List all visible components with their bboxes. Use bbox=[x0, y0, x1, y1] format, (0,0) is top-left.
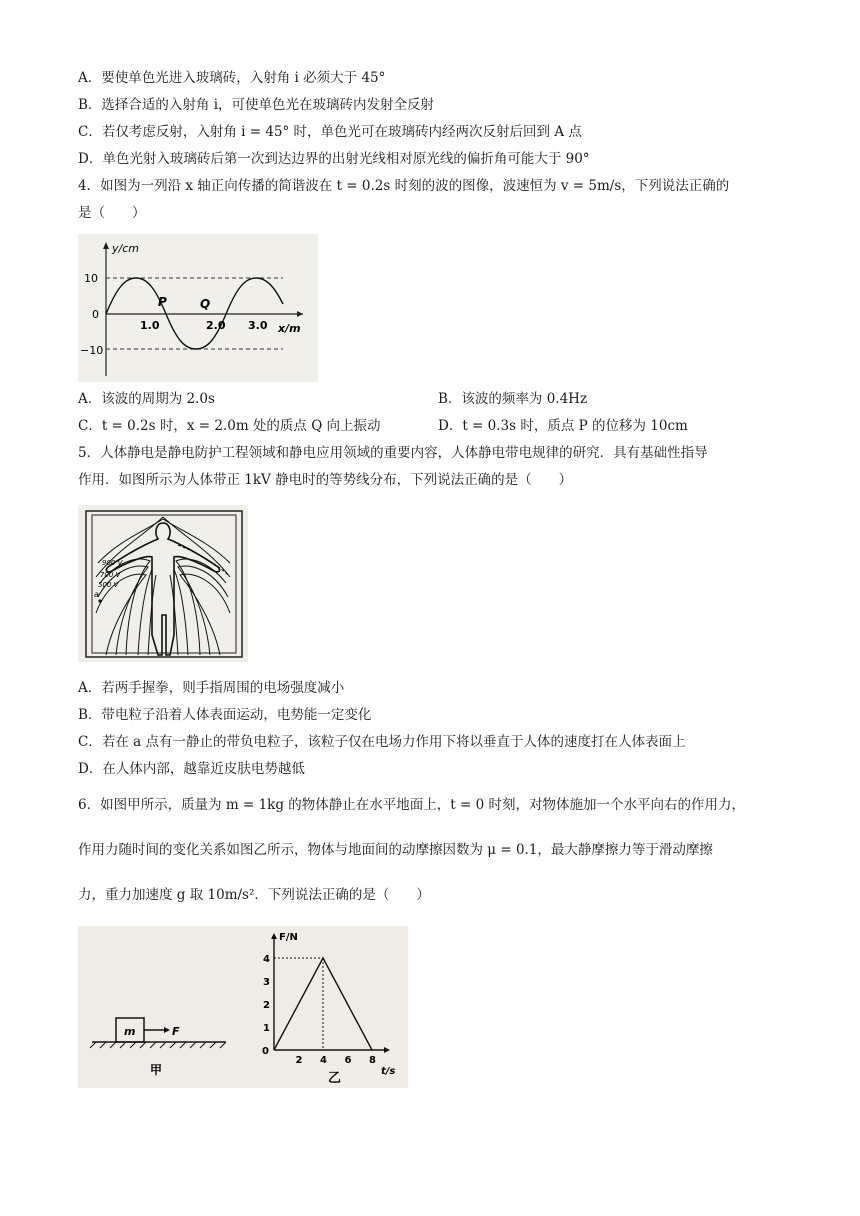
chart-y-label: F/N bbox=[279, 932, 298, 943]
q4-stem-line2: 是（ ） bbox=[78, 205, 146, 221]
q4-option-c: C．t = 0.2s 时，x = 2.0m 处的质点 Q 向上振动 bbox=[78, 418, 381, 434]
q3-option-a: A．要使单色光进入玻璃砖，入射角 i 必须大于 45° bbox=[78, 70, 386, 86]
force-label: F bbox=[172, 1025, 180, 1038]
q6-stem-line3: 力，重力加速度 g 取 10m/s²．下列说法正确的是（ ） bbox=[78, 887, 430, 903]
q4-stem-line1: 4．如图为一列沿 x 轴正向传播的简谐波在 t = 0.2s 时刻的波的图像，波速恒为 v = 5m/s，下列说法正确的 bbox=[78, 178, 730, 194]
x-axis-label: x/m bbox=[278, 322, 301, 335]
q4-option-b: B．该波的频率为 0.4Hz bbox=[438, 391, 588, 407]
q5-option-c: C．若在 a 点有一静止的带负电粒子，该粒子仅在电场力作用下将以垂直于人体的速度打在人体表面上 bbox=[78, 734, 686, 750]
chart-x-label: t/s bbox=[381, 1066, 396, 1077]
x-tick-3: 3.0 bbox=[248, 319, 268, 332]
x-tick-2: 2.0 bbox=[206, 319, 226, 332]
q6-stem-line1: 6．如图甲所示，质量为 m = 1kg 的物体静止在水平地面上，t = 0 时刻，对物体施加一个水平向右的作用力， bbox=[78, 797, 745, 813]
block-label: m bbox=[124, 1025, 136, 1038]
label-700v: 700 V bbox=[100, 571, 121, 579]
label-900v: 900 V bbox=[102, 559, 123, 567]
q6-figure bbox=[78, 926, 408, 1088]
q5-option-d: D．在人体内部，越靠近皮肤电势越低 bbox=[78, 761, 305, 777]
caption-yi: 乙 bbox=[328, 1071, 342, 1086]
chart-y-tick: 3 bbox=[263, 977, 270, 988]
y-tick-10: 10 bbox=[84, 272, 98, 285]
q5-option-a: A．若两手握拳，则手指周围的电场强度减小 bbox=[78, 680, 345, 696]
q5-equipotential-figure bbox=[78, 505, 248, 662]
q4-option-d: D．t = 0.3s 时，质点 P 的位移为 10cm bbox=[438, 418, 688, 434]
y-tick-neg10: −10 bbox=[80, 344, 104, 357]
q6-stem-line2: 作用力随时间的变化关系如图乙所示，物体与地面间的动摩擦因数为 μ = 0.1，最大静摩擦力等于滑动摩擦 bbox=[78, 842, 713, 858]
y-axis-label: y/cm bbox=[112, 242, 139, 255]
chart-x-tick: 6 bbox=[344, 1055, 352, 1066]
chart-y-tick: 1 bbox=[263, 1023, 270, 1034]
chart-y-tick: 4 bbox=[263, 954, 270, 965]
q3-option-b: B．选择合适的入射角 i，可使单色光在玻璃砖内发射全反射 bbox=[78, 97, 435, 113]
point-a-dot bbox=[98, 599, 101, 602]
chart-origin: 0 bbox=[262, 1046, 269, 1057]
q3-option-d: D．单色光射入玻璃砖后第一次到达边界的出射光线相对原光线的偏折角可能大于 90° bbox=[78, 151, 590, 167]
q5-option-b: B．带电粒子沿着人体表面运动，电势能一定变化 bbox=[78, 707, 372, 723]
q4-wave-figure bbox=[78, 234, 318, 382]
q3-option-c: C．若仅考虑反射，入射角 i = 45° 时，单色光可在玻璃砖内经两次反射后回到 A 点 bbox=[78, 124, 582, 140]
x-tick-1: 1.0 bbox=[140, 319, 160, 332]
y-tick-0: 0 bbox=[92, 308, 99, 321]
label-500v: 500 V bbox=[98, 581, 119, 589]
point-q-label: Q bbox=[200, 297, 211, 311]
q5-stem-line2: 作用．如图所示为人体带正 1kV 静电时的等势线分布，下列说法正确的是（ ） bbox=[78, 472, 573, 488]
chart-x-tick: 4 bbox=[320, 1055, 327, 1066]
q4-option-a: A．该波的周期为 2.0s bbox=[78, 391, 215, 407]
point-p-label: P bbox=[158, 295, 167, 309]
chart-y-tick: 2 bbox=[263, 1000, 270, 1011]
chart-x-tick: 8 bbox=[369, 1055, 376, 1066]
caption-jia: 甲 bbox=[150, 1063, 163, 1077]
chart-x-tick: 2 bbox=[295, 1055, 303, 1066]
q5-stem-line1: 5．人体静电是静电防护工程领域和静电应用领域的重要内容，人体静电带电规律的研究．具有基础性指导 bbox=[78, 445, 708, 461]
point-a-label: a bbox=[94, 590, 99, 599]
